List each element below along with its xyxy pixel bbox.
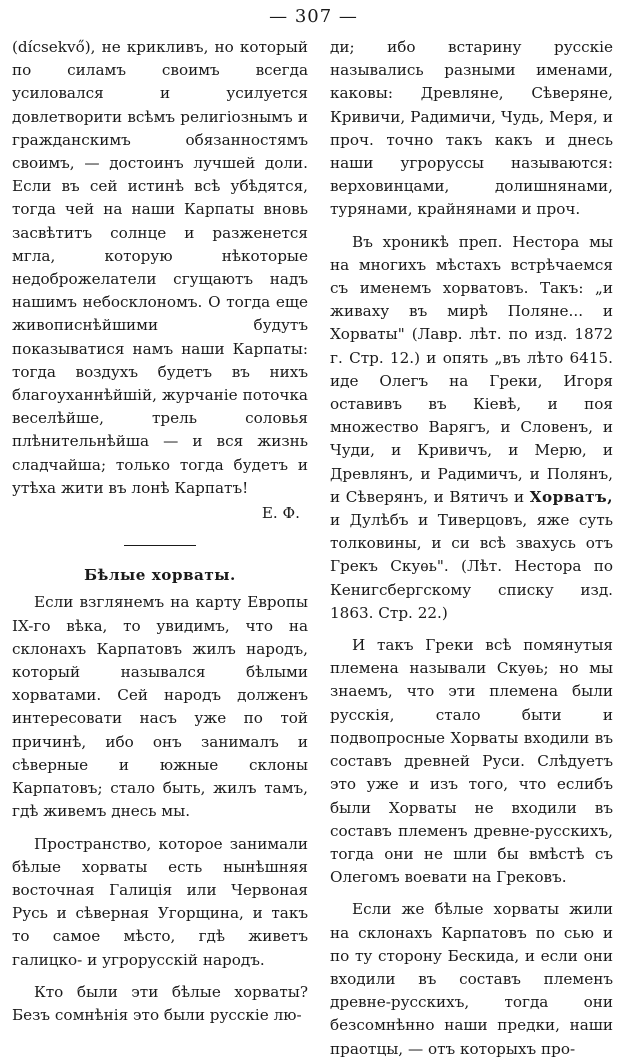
- paragraph: ди; ибо встарину русскіе назывались разными именами, каковы: Древляне, Сѣверяне, Кривичи, Радимичи, Чудь, Меря, и проч. точно такъ какъ и днесь наши угроруссы называются: верховинцами, долишнянами, турянами, крайнянами и проч.: [330, 38, 613, 219]
- paragraph-text: Въ хроникѣ преп. Нестора мы на многихъ мѣстахъ встрѣчаемся съ именемъ хорватовъ. Такъ: „и живаху въ мирѣ Поляне... и Хорваты" (Лавр. лѣт. по изд. 1872 г. Стр. 12.) и опять „въ лѣто 6415. иде Олегъ на Греки, Игоря оставивъ въ Кіевѣ, и поя множество Варягъ, и Словенъ, и Чуди, и Кривичъ, и Мерю, и Древлянъ, и Радимичъ, и Полянъ, и Сѣверянъ, и Вятичъ и: [330, 232, 613, 506]
- left-column: [12, 36, 308, 1027]
- paragraph: Если взглянемъ на карту Европы IX-го вѣка, то увидимъ, что на склонахъ Карпатовъ жилъ народъ, который назывался бѣлыми хорватами. Сей народъ долженъ интересовати насъ уже по той причинѣ, ибо онъ занималъ и сѣверные и южные склоны Карпатовъ; стало быть, жилъ тамъ, гдѣ живемъ днесь мы.: [12, 593, 308, 821]
- paragraph: Если же бѣлые хорваты жили на склонахъ Карпатовъ по сью и по ту сторону Бескида, и если они входили въ составъ племенъ древне-русскихъ, тогда они безсомнѣнно наши предки, наши праотцы, — отъ которыхъ про-: [330, 900, 613, 1058]
- paragraph: Кто были эти бѣлые хорваты? Безъ сомнѣнія это были русскіе лю-: [12, 982, 308, 1024]
- right-column: [330, 36, 613, 1061]
- author-signature: Е. Ф.: [261, 504, 300, 523]
- page-number: — 307 —: [269, 6, 358, 27]
- paragraph: (dícsekvő), не крикливъ, но который по силамъ своимъ всегда усиловался и усилуется довлетворити всѣмъ религіознымъ и гражданскимъ обязанностямъ своимъ, — достоинъ лучшей доли. Если въ сей истинѣ всѣ убѣдятся, тогда чей на наши Карпаты вновь засвѣтитъ солнце и разженется мгла, которую нѣкоторые недоброжелатели сгущаютъ надъ нашимъ небосклономъ. О тогда еще живописнѣйшими будутъ показыватися намъ наши Карпаты: тогда воздухъ будетъ въ нихъ благоуханнѣйшій, журчаніе поточка веселѣйше, трель соловья плѣнительнѣйша — и вся жизнь сладчайша; только тогда будетъ и утѣха жити въ лонѣ Карпатъ!: [12, 38, 308, 497]
- section-divider: [124, 545, 196, 546]
- column-gutter: [319, 36, 320, 836]
- paragraph: И такъ Греки всѣ помянутыя племена называли Скуѳь; но мы знаемъ, что эти племена были русскія, стало быти и подвопросные Хорваты входили въ составъ древней Руси. Слѣдуетъ это уже и изъ того, что еслибъ были Хорваты не входили въ составъ племенъ древне-русскихъ, тогда они не шли бы вмѣстѣ съ Олегомъ воевати на Грековъ.: [330, 636, 613, 887]
- paragraph: [330, 231, 613, 625]
- emphasized-word: Хорватъ,: [529, 487, 613, 506]
- paragraph: Пространство, которое занимали бѣлые хорваты есть нынѣшняя восточная Галиція или Червоная Русь и сѣверная Угорщина, и такъ то самое мѣсто, гдѣ живетъ галицко- и угрорусскій народъ.: [12, 834, 308, 969]
- paragraph-text: и Дулѣбъ и Тиверцовъ, яже суть толковины, и си всѣ звахусь отъ Грекъ Скуѳь". (Лѣт. Нестора по Кенигсбергскому списку изд. 1863. Стр. 22.): [330, 511, 613, 622]
- article-heading: Бѣлые хорваты.: [84, 566, 236, 585]
